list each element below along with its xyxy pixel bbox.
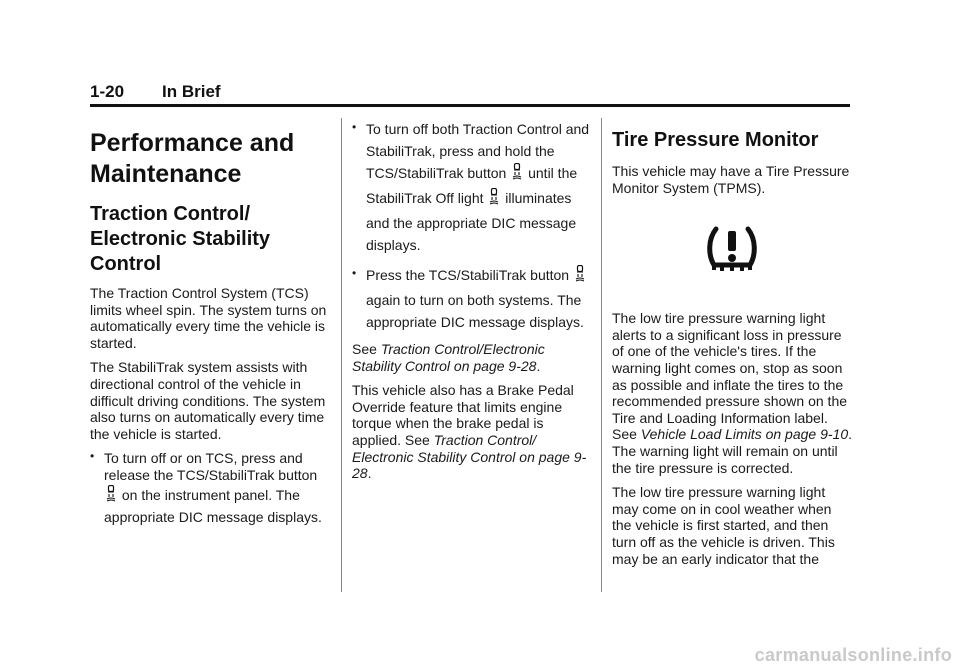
page-number: 1-20 <box>90 82 125 101</box>
column-divider <box>341 118 342 592</box>
paragraph-tpms-intro: This vehicle may have a Tire Pressure Monitor System (TPMS). <box>612 163 850 196</box>
header-rule <box>90 104 850 107</box>
tcs-off-icon <box>106 485 116 509</box>
tcs-off-icon <box>512 163 522 187</box>
paragraph-brake-override: This vehicle also has a Brake Pedal Override feature that limits engine torque when the brake pedal is applied. See Traction Control/ Electronic Stability Control on page 9-28. <box>352 382 587 482</box>
instruction-list <box>90 450 330 525</box>
tire-pressure-warning-icon <box>702 223 762 282</box>
column-1 <box>90 118 330 533</box>
chapter-heading: Performance and Maintenance <box>90 129 295 188</box>
list-item: • Press the TCS/StabiliTrak button again to turn on both systems. The appropriate DIC message displays. <box>352 264 592 333</box>
column-divider <box>601 118 602 592</box>
cross-reference-paragraph: See Traction Control/Electronic Stability Control on page 9-28. <box>352 341 545 374</box>
watermark: carmanualsonline.info <box>754 645 952 665</box>
section-heading-tire-pressure: Tire Pressure Monitor <box>612 129 819 151</box>
stabilitrak-off-icon <box>489 188 499 212</box>
paragraph-stabilitrak: The StabiliTrak system assists with directional control of the vehicle in difficult driving conditions. The system also turns on automatically every time the vehicle is started. <box>90 359 326 442</box>
list-item: • To turn off or on TCS, press and release the TCS/StabiliTrak button on the instrument panel. The appropriate DIC message displays. <box>90 450 330 525</box>
page-reference-link[interactable]: Traction Control/ Electronic Stability Control on page 9-28 <box>352 431 587 482</box>
page-reference-link[interactable]: Vehicle Load Limits on page 9-10 <box>640 426 849 443</box>
column-2 <box>352 118 592 490</box>
paragraph-tpms-warning: The low tire pressure warning light alerts to a significant loss in pressure of one of the vehicle's tires. If the warning light comes on, stop as soon as possible and inflate the tires to the recommended pressure shown on the Tire and Loading Information label. See Vehicle Load Limits on page 9-10. The warning light will remain on until the tire pressure is corrected. <box>612 310 852 476</box>
page-reference-link[interactable]: Traction Control/Electronic Stability Control on page 9-28 <box>352 341 545 374</box>
section-heading-traction-control: Traction Control/ Electronic Stability Control <box>90 203 271 275</box>
section-title: In Brief <box>162 82 221 101</box>
paragraph-cool-weather: The low tire pressure warning light may come on in cool weather when the vehicle is first started, and then turn off as the vehicle is driven. This may be an early indicator that the <box>612 484 835 567</box>
column-3 <box>612 118 852 575</box>
page-header <box>90 82 850 104</box>
paragraph-tcs: The Traction Control System (TCS) limits wheel spin. The system turns on automatically every time the vehicle is started. <box>90 285 327 351</box>
list-item: • To turn off both Traction Control and StabiliTrak, press and hold the TCS/StabiliTrak button until the StabiliTrak Off light illuminates and the appropriate DIC message displays. <box>352 118 592 256</box>
tcs-off-icon <box>575 265 585 289</box>
instruction-list <box>352 118 592 333</box>
